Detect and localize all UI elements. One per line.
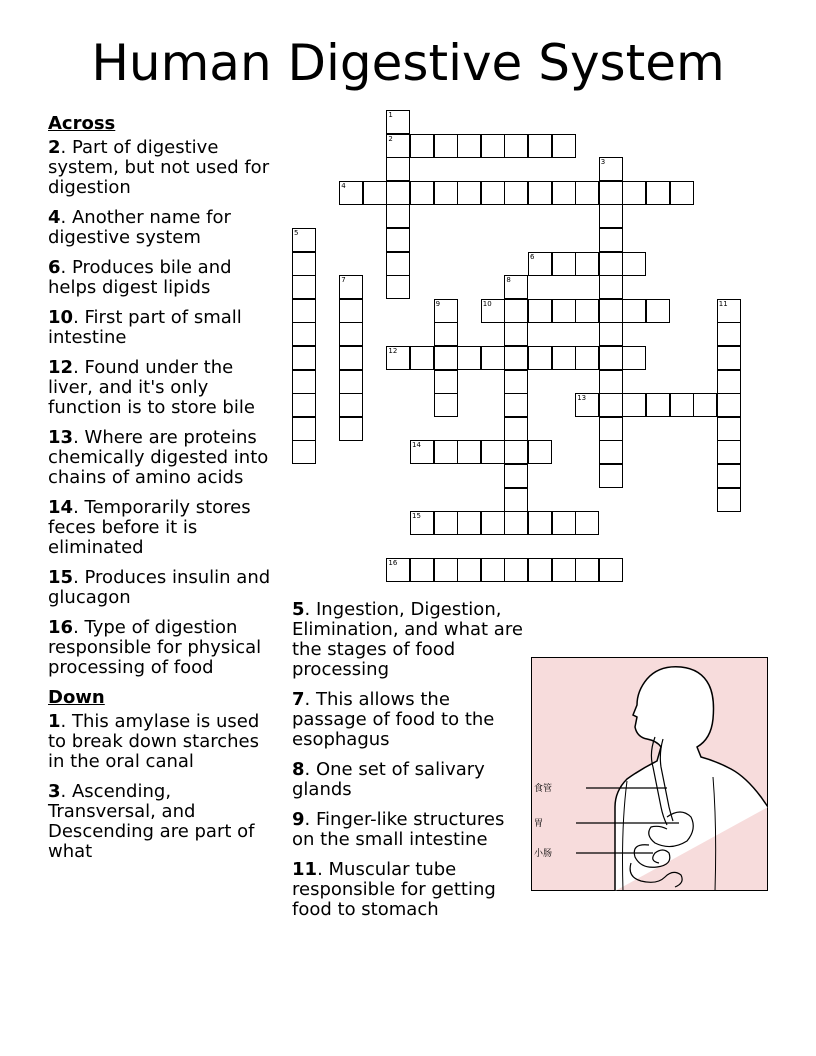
crossword-cell[interactable] <box>434 134 458 158</box>
crossword-cell[interactable] <box>599 204 623 228</box>
crossword-cell[interactable] <box>717 488 741 512</box>
crossword-cell[interactable] <box>622 252 646 276</box>
crossword-cell[interactable] <box>457 440 481 464</box>
clue-number: 9 <box>292 809 305 830</box>
clue-number: 14 <box>48 497 74 518</box>
crossword-cell[interactable] <box>528 440 552 464</box>
digestive-system-illustration <box>531 657 768 891</box>
crossword-cell[interactable] <box>504 299 528 323</box>
crossword-cell[interactable] <box>599 275 623 299</box>
clue-number: 12 <box>48 357 74 378</box>
cell-number: 5 <box>294 229 299 237</box>
cell-number: 10 <box>482 299 492 308</box>
clue-text: First part of small intestine <box>48 307 242 348</box>
clue-separator: . <box>304 809 316 830</box>
crossword-cell[interactable] <box>386 204 410 228</box>
crossword-cell[interactable] <box>292 252 316 276</box>
crossword-cell[interactable] <box>599 393 623 417</box>
clue-number: 7 <box>292 689 305 710</box>
cell-number: 12 <box>388 347 398 355</box>
clue-text: Muscular tube responsible for getting food to stomach <box>292 859 496 920</box>
crossword-cell[interactable] <box>386 346 410 370</box>
clue-separator: . <box>304 689 316 710</box>
crossword-cell[interactable] <box>599 558 623 582</box>
crossword-cell[interactable] <box>292 299 316 323</box>
crossword-cell[interactable] <box>504 558 528 582</box>
crossword-cell[interactable] <box>504 440 528 464</box>
crossword-cell[interactable] <box>717 322 741 346</box>
crossword-cell[interactable] <box>434 322 458 346</box>
cell-number: 15 <box>412 512 421 521</box>
clue-separator: . <box>60 137 72 158</box>
down-heading: Down <box>48 687 105 708</box>
crossword-cell[interactable] <box>481 134 505 158</box>
crossword-cell[interactable] <box>386 252 410 276</box>
crossword-cell[interactable] <box>339 299 363 323</box>
clue-text: This amylase is used to break down starches in the oral canal <box>48 711 260 772</box>
clue-number: 16 <box>48 617 74 638</box>
crossword-cell[interactable] <box>717 464 741 488</box>
clue-number: 2 <box>48 137 61 158</box>
crossword-cell[interactable] <box>599 440 623 464</box>
crossword-cell[interactable] <box>410 346 434 370</box>
clue-number: 6 <box>48 257 61 278</box>
cell-number: 11 <box>718 299 728 308</box>
crossword-cell[interactable] <box>339 417 363 441</box>
crossword-cell[interactable] <box>481 181 505 205</box>
label-stomach: 胃 <box>534 819 544 829</box>
crossword-cell[interactable] <box>504 370 528 394</box>
clue-separator: . <box>73 617 85 638</box>
crossword-cell[interactable] <box>434 346 458 370</box>
cell-number: 4 <box>341 181 346 190</box>
clue-text: This allows the passage of food to the esophagus <box>292 689 495 750</box>
crossword-cell[interactable] <box>528 558 552 582</box>
crossword-cell[interactable] <box>575 181 599 205</box>
crossword-cell[interactable] <box>622 299 646 323</box>
crossword-cell[interactable] <box>363 181 387 205</box>
crossword-cell[interactable] <box>434 181 458 205</box>
crossword-cell[interactable] <box>481 440 505 464</box>
cell-number: 14 <box>412 441 421 450</box>
clue-text: Produces bile and helps digest lipids <box>48 257 232 298</box>
clue-number: 13 <box>48 427 74 448</box>
clue-separator: . <box>60 257 72 278</box>
crossword-cell[interactable] <box>552 181 576 205</box>
crossword-cell[interactable] <box>292 417 316 441</box>
crossword-cell[interactable] <box>717 417 741 441</box>
crossword-cell[interactable] <box>552 558 576 582</box>
crossword-cell[interactable] <box>599 322 623 346</box>
crossword-cell[interactable] <box>504 511 528 535</box>
crossword-cell[interactable] <box>434 299 458 323</box>
crossword-cell[interactable] <box>622 393 646 417</box>
crossword-cell[interactable] <box>575 252 599 276</box>
clue-separator: . <box>60 781 72 802</box>
crossword-cell[interactable] <box>504 488 528 512</box>
clue-number: 15 <box>48 567 74 588</box>
clue-text: Ingestion, Digestion, Elimination, and what are the stages of food processing <box>292 599 523 680</box>
cell-number: 9 <box>435 299 441 308</box>
crossword-cell[interactable] <box>434 393 458 417</box>
cell-number: 8 <box>506 276 511 285</box>
crossword-cell[interactable] <box>552 511 576 535</box>
crossword-cell[interactable] <box>528 134 552 158</box>
cell-number: 7 <box>341 276 346 285</box>
crossword-cell[interactable] <box>292 370 316 394</box>
crossword-cell[interactable] <box>434 370 458 394</box>
cell-number: 16 <box>388 559 398 568</box>
crossword-cell[interactable] <box>622 346 646 370</box>
crossword-cell[interactable] <box>528 181 552 205</box>
clue-text: Produces insulin and glucagon <box>48 567 271 608</box>
crossword-cell[interactable] <box>481 346 505 370</box>
crossword-cell[interactable] <box>552 346 576 370</box>
crossword-cell[interactable] <box>457 134 481 158</box>
cell-number: 1 <box>388 111 393 119</box>
crossword-cell[interactable] <box>386 275 410 299</box>
clue-separator: . <box>73 497 85 518</box>
crossword-cell[interactable] <box>386 558 410 582</box>
crossword-cell[interactable] <box>504 134 528 158</box>
crossword-cell[interactable] <box>552 134 576 158</box>
crossword-cell[interactable] <box>292 275 316 299</box>
crossword-cell[interactable] <box>386 181 410 205</box>
page-title: Human Digestive System <box>91 34 725 92</box>
crossword-cell[interactable] <box>670 393 694 417</box>
crossword-cell[interactable] <box>434 558 458 582</box>
crossword-cell[interactable] <box>575 511 599 535</box>
crossword-cell[interactable] <box>481 511 505 535</box>
crossword-cell[interactable] <box>457 181 481 205</box>
crossword-cell[interactable] <box>481 299 505 323</box>
clue-number: 3 <box>48 781 61 802</box>
crossword-cell[interactable] <box>339 275 363 299</box>
crossword-cell[interactable] <box>339 181 363 205</box>
crossword-cell[interactable] <box>457 511 481 535</box>
crossword-cell[interactable] <box>599 252 623 276</box>
clue-number: 4 <box>48 207 61 228</box>
clue-number: 10 <box>48 307 74 328</box>
cell-number: 3 <box>600 158 606 167</box>
crossword-cell[interactable] <box>646 299 670 323</box>
crossword-cell[interactable] <box>504 393 528 417</box>
crossword-cell[interactable] <box>670 181 694 205</box>
crossword-cell[interactable] <box>528 252 552 276</box>
crossword-cell[interactable] <box>410 440 434 464</box>
crossword-cell[interactable] <box>575 558 599 582</box>
crossword-cell[interactable] <box>599 346 623 370</box>
clue-number: 8 <box>292 759 305 780</box>
clue-separator: . <box>73 307 85 328</box>
clue-text: Temporarily stores feces before it is eliminated <box>48 497 251 558</box>
crossword-cell[interactable] <box>504 181 528 205</box>
clue-text: Ascending, Transversal, and Descending are part of what <box>48 781 255 862</box>
crossword-cell[interactable] <box>386 157 410 181</box>
crossword-cell[interactable] <box>693 393 717 417</box>
crossword-cell[interactable] <box>292 393 316 417</box>
clue-separator: . <box>304 599 316 620</box>
crossword-cell[interactable] <box>528 511 552 535</box>
crossword-cell[interactable] <box>599 417 623 441</box>
crossword-cell[interactable] <box>410 134 434 158</box>
clue-separator: . <box>73 427 85 448</box>
crossword-cell[interactable] <box>528 346 552 370</box>
cell-number: 6 <box>530 252 535 261</box>
crossword-cell[interactable] <box>599 228 623 252</box>
crossword-cell[interactable] <box>292 322 316 346</box>
crossword-cell[interactable] <box>457 558 481 582</box>
crossword-cell[interactable] <box>504 322 528 346</box>
crossword-cell[interactable] <box>599 299 623 323</box>
crossword-cell[interactable] <box>339 370 363 394</box>
crossword-cell[interactable] <box>410 558 434 582</box>
clue-text: Part of digestive system, but not used for digestion <box>48 137 270 198</box>
crossword-cell[interactable] <box>410 181 434 205</box>
clue-number: 5 <box>292 599 305 620</box>
crossword-cell[interactable] <box>339 393 363 417</box>
crossword-cell[interactable] <box>717 440 741 464</box>
cell-number: 13 <box>577 394 587 403</box>
label-small-intestine: 小肠 <box>534 849 553 859</box>
crossword-cell[interactable] <box>717 370 741 394</box>
clue-text: One set of salivary glands <box>292 759 485 800</box>
clue-number: 11 <box>292 859 318 880</box>
crossword-cell[interactable] <box>504 464 528 488</box>
crossword-cell[interactable] <box>434 511 458 535</box>
clue-separator: . <box>73 357 85 378</box>
crossword-cell[interactable] <box>504 417 528 441</box>
clue-text: Found under the liver, and it's only function is to store bile <box>48 357 255 418</box>
crossword-cell[interactable] <box>386 134 410 158</box>
clue-number: 1 <box>48 711 61 732</box>
crossword-cell[interactable] <box>646 181 670 205</box>
crossword-cell[interactable] <box>717 346 741 370</box>
crossword-cell[interactable] <box>410 511 434 535</box>
clue-separator: . <box>60 207 72 228</box>
crossword-cell[interactable] <box>575 346 599 370</box>
clue-separator: . <box>304 759 316 780</box>
crossword-cell[interactable] <box>292 440 316 464</box>
clue-separator: . <box>60 711 72 732</box>
crossword-cell[interactable] <box>528 299 552 323</box>
clue-text: Finger-like structures on the small intestine <box>292 809 505 850</box>
crossword-cell[interactable] <box>599 370 623 394</box>
crossword-cell[interactable] <box>575 299 599 323</box>
label-esophagus: 食管 <box>534 784 553 794</box>
crossword-cell[interactable] <box>599 464 623 488</box>
crossword-cell[interactable] <box>599 157 623 181</box>
crossword-cell[interactable] <box>481 558 505 582</box>
crossword-cell[interactable] <box>646 393 670 417</box>
clue-separator: . <box>317 859 329 880</box>
crossword-cell[interactable] <box>552 252 576 276</box>
clue-text: Another name for digestive system <box>48 207 231 248</box>
cell-number: 2 <box>388 134 393 143</box>
crossword-cell[interactable] <box>717 299 741 323</box>
crossword-cell[interactable] <box>599 181 623 205</box>
crossword-cell[interactable] <box>339 322 363 346</box>
crossword-cell[interactable] <box>552 299 576 323</box>
crossword-cell[interactable] <box>717 393 741 417</box>
clue-text: Where are proteins chemically digested into chains of amino acids <box>48 427 269 488</box>
crossword-cell[interactable] <box>457 346 481 370</box>
clue-separator: . <box>73 567 85 588</box>
crossword-cell[interactable] <box>622 181 646 205</box>
crossword-cell[interactable] <box>575 393 599 417</box>
crossword-cell[interactable] <box>504 275 528 299</box>
crossword-cell[interactable] <box>434 440 458 464</box>
crossword-cell[interactable] <box>386 110 410 134</box>
crossword-cell[interactable] <box>339 346 363 370</box>
across-heading: Across <box>48 113 116 134</box>
crossword-cell[interactable] <box>504 346 528 370</box>
clue-text: Type of digestion responsible for physical processing of food <box>48 617 262 678</box>
crossword-cell[interactable] <box>292 228 316 252</box>
crossword-cell[interactable] <box>292 346 316 370</box>
crossword-cell[interactable] <box>386 228 410 252</box>
